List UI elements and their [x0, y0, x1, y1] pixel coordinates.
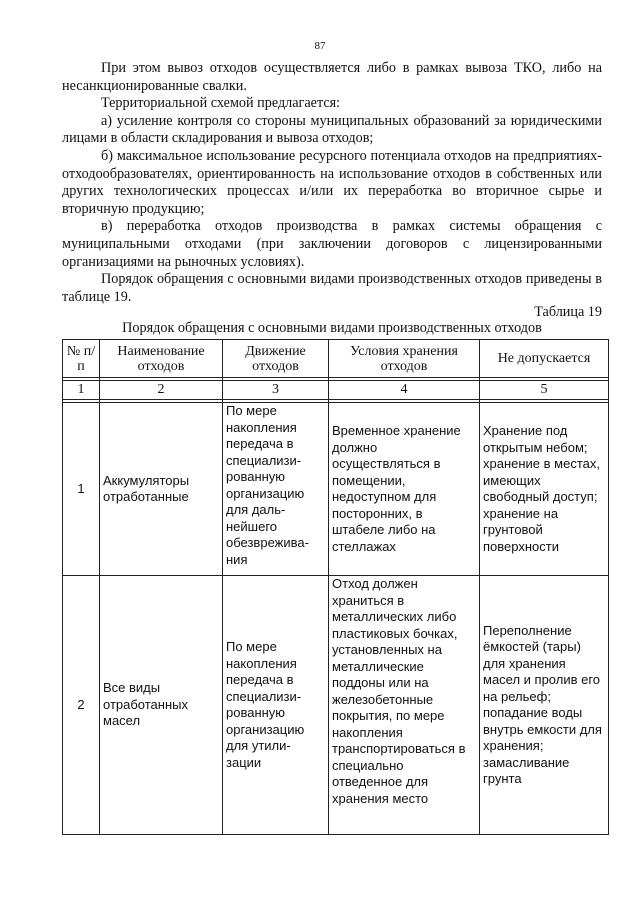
- header-cell: Движение отходов: [223, 340, 329, 378]
- column-number: 3: [223, 381, 329, 400]
- paragraph: Порядок обращения с основными видами производственных отходов приведены в таблице 19.: [62, 271, 602, 305]
- table-row: [63, 576, 609, 835]
- paragraph: в) переработка отходов производства в рамках системы обращения с муниципальными отходами (при заключении договоров с лицензированными организациями на рыночных условиях).: [62, 218, 602, 270]
- waste-handling-table: [62, 339, 609, 835]
- column-number-row: [63, 381, 609, 400]
- prohibited-actions: Переполнение ёмкостей (тары) для хранения масел и пролив его на рельеф; попадание воды внутрь емкости для хранения; замасливание грунта: [480, 576, 609, 835]
- paragraph: б) максимальное использование ресурсного потенциала отходов на предприятиях-отходообразователях, ориентированность на использование отходов в собственных или других технологических процессах и/или их переработка во вторичное сырье и вторичную продукцию;: [62, 147, 602, 217]
- prohibited-actions: Хранение под открытым небом; хранение в местах, имеющих свободный доступ; хранение на грунтовой поверхности: [480, 403, 609, 576]
- column-number: 2: [100, 381, 223, 400]
- page-number: 87: [314, 40, 326, 52]
- table-header-row: [63, 340, 609, 378]
- waste-movement: По мере накопления передача в специализи-рованную организацию для даль-нейшего обезврежива-ния: [223, 403, 329, 576]
- storage-conditions: Отход должен храниться в металлических либо пластиковых бочках, установленных на металлические поддоны или на железобетонные покрытия, по мере накопления транспортироваться в специально отведенное для хранения место: [329, 576, 480, 835]
- table-title: Порядок обращения с основными видами производственных отходов: [122, 320, 542, 336]
- table-label: Таблица 19: [534, 304, 602, 320]
- paragraph: При этом вывоз отходов осуществляется либо в рамках вывоза ТКО, либо на несанкционированные свалки.: [62, 60, 602, 94]
- header-cell: Наименование отходов: [100, 340, 223, 378]
- waste-name: Аккумуляторы отработанные: [100, 403, 223, 576]
- row-number: 1: [63, 403, 100, 576]
- waste-movement: По мере накопления передача в специализи-рованную организацию для утили-зации: [223, 576, 329, 835]
- column-number: 1: [63, 381, 100, 400]
- storage-conditions: Временное хранение должно осуществляться в помещении, недоступном для посторонних, в штабеле либо на стеллажах: [329, 403, 480, 576]
- body-text: [62, 60, 602, 306]
- header-cell: № п/п: [63, 340, 100, 378]
- table-row: [63, 403, 609, 576]
- column-number: 5: [480, 381, 609, 400]
- column-number: 4: [329, 381, 480, 400]
- paragraph: Территориальной схемой предлагается:: [101, 95, 341, 112]
- header-cell: Не допускается: [480, 340, 609, 378]
- waste-name: Все виды отработанных масел: [100, 576, 223, 835]
- paragraph: а) усиление контроля со стороны муниципальных образований за юридическими лицами в области складирования и вывоза отходов;: [62, 112, 602, 147]
- row-number: 2: [63, 576, 100, 835]
- header-cell: Условия хранения отходов: [329, 340, 480, 378]
